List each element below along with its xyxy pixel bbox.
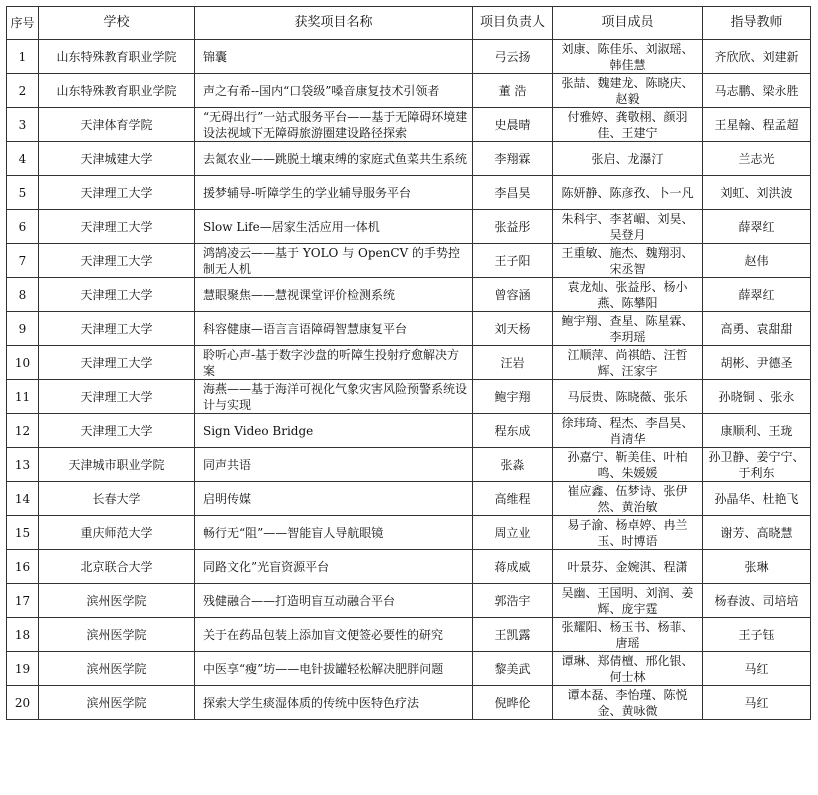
- cell-leader: 史晨晴: [473, 108, 553, 142]
- cell-project: 关于在药品包装上添加盲文便签必要性的研究: [195, 618, 473, 652]
- cell-seq: 6: [7, 210, 39, 244]
- cell-school: 山东特殊教育职业学院: [39, 74, 195, 108]
- cell-members: 陈妍静、陈彦孜、卜一凡: [553, 176, 703, 210]
- cell-advisor: 马红: [703, 686, 811, 720]
- cell-seq: 5: [7, 176, 39, 210]
- cell-school: 天津体育学院: [39, 108, 195, 142]
- cell-members: 鲍宇翔、查星、陈星霖、李玥瑶: [553, 312, 703, 346]
- table-row: [7, 448, 811, 482]
- cell-project: 探索大学生痰湿体质的传统中医特色疗法: [195, 686, 473, 720]
- cell-leader: 蒋成威: [473, 550, 553, 584]
- table-row: [7, 244, 811, 278]
- cell-leader: 曾容涵: [473, 278, 553, 312]
- cell-advisor: 王子钰: [703, 618, 811, 652]
- cell-leader: 王凯露: [473, 618, 553, 652]
- award-table: [6, 6, 811, 720]
- table-row: [7, 380, 811, 414]
- cell-leader: 张淼: [473, 448, 553, 482]
- cell-school: 天津理工大学: [39, 380, 195, 414]
- cell-leader: 鲍宇翔: [473, 380, 553, 414]
- cell-project: 声之有希--国内“口袋级”嗓音康复技术引领者: [195, 74, 473, 108]
- cell-leader: 董 浩: [473, 74, 553, 108]
- cell-seq: 4: [7, 142, 39, 176]
- header-school: 学校: [39, 7, 195, 40]
- cell-seq: 17: [7, 584, 39, 618]
- cell-leader: 张益彤: [473, 210, 553, 244]
- cell-advisor: 薛翠红: [703, 210, 811, 244]
- cell-school: 天津城市职业学院: [39, 448, 195, 482]
- cell-seq: 16: [7, 550, 39, 584]
- cell-advisor: 康顺利、王珑: [703, 414, 811, 448]
- table-row: [7, 550, 811, 584]
- cell-seq: 8: [7, 278, 39, 312]
- cell-seq: 20: [7, 686, 39, 720]
- cell-project: 启明传媒: [195, 482, 473, 516]
- cell-school: 滨州医学院: [39, 584, 195, 618]
- table-row: [7, 584, 811, 618]
- table-row: [7, 108, 811, 142]
- table-row: [7, 346, 811, 380]
- cell-school: 天津理工大学: [39, 414, 195, 448]
- cell-seq: 11: [7, 380, 39, 414]
- cell-members: 吴幽、王国明、刘润、姜辉、庞宇霆: [553, 584, 703, 618]
- cell-seq: 1: [7, 40, 39, 74]
- table-row: [7, 482, 811, 516]
- cell-advisor: 孙卫静、姜宁宁、于利东: [703, 448, 811, 482]
- cell-leader: 高维程: [473, 482, 553, 516]
- cell-advisor: 兰志光: [703, 142, 811, 176]
- cell-members: 徐玮琦、程杰、李昌昊、肖清华: [553, 414, 703, 448]
- cell-seq: 3: [7, 108, 39, 142]
- cell-advisor: 齐欣欣、刘建新: [703, 40, 811, 74]
- header-seq: 序号: [7, 7, 39, 40]
- cell-project: “无碍出行”一站式服务平台——基于无障碍环境建设法视域下无障碍旅游圈建设路径探索: [195, 108, 473, 142]
- cell-leader: 弓云扬: [473, 40, 553, 74]
- cell-school: 山东特殊教育职业学院: [39, 40, 195, 74]
- cell-advisor: 谢芳、高晓慧: [703, 516, 811, 550]
- cell-advisor: 刘虹、刘洪波: [703, 176, 811, 210]
- cell-members: 马辰贵、陈晓薇、张乐: [553, 380, 703, 414]
- cell-members: 易子渝、杨卓婷、冉兰玉、时博语: [553, 516, 703, 550]
- table-row: [7, 210, 811, 244]
- cell-school: 天津城建大学: [39, 142, 195, 176]
- table-row: [7, 142, 811, 176]
- cell-leader: 汪岩: [473, 346, 553, 380]
- cell-leader: 倪晔伦: [473, 686, 553, 720]
- cell-project: 残健融合——打造明盲互动融合平台: [195, 584, 473, 618]
- cell-members: 崔应鑫、伍梦诗、张伊然、黄治敏: [553, 482, 703, 516]
- cell-advisor: 孙晶华、杜艳飞: [703, 482, 811, 516]
- cell-seq: 15: [7, 516, 39, 550]
- cell-project: Slow Life—居家生活应用一体机: [195, 210, 473, 244]
- cell-advisor: 高勇、袁甜甜: [703, 312, 811, 346]
- cell-seq: 14: [7, 482, 39, 516]
- cell-project: 鸿鹄凌云——基于 YOLO 与 OpenCV 的手势控制无人机: [195, 244, 473, 278]
- cell-project: 锦囊: [195, 40, 473, 74]
- table-row: [7, 278, 811, 312]
- table-row: [7, 652, 811, 686]
- cell-school: 北京联合大学: [39, 550, 195, 584]
- cell-members: 谭本磊、李怡瑾、陈悦金、黄咏微: [553, 686, 703, 720]
- cell-school: 天津理工大学: [39, 244, 195, 278]
- cell-school: 滨州医学院: [39, 618, 195, 652]
- cell-members: 谭琳、郑倩檀、邢化银、何士林: [553, 652, 703, 686]
- cell-school: 天津理工大学: [39, 210, 195, 244]
- cell-members: 叶景芬、金婉淇、程潇: [553, 550, 703, 584]
- cell-project: Sign Video Bridge: [195, 414, 473, 448]
- cell-advisor: 薛翠红: [703, 278, 811, 312]
- cell-school: 长春大学: [39, 482, 195, 516]
- cell-project: 海燕——基于海洋可视化气象灾害风险预警系统设计与实现: [195, 380, 473, 414]
- cell-advisor: 孙晓铜 、张永: [703, 380, 811, 414]
- cell-members: 江顺萍、尚祺皓、汪哲辉、汪家宇: [553, 346, 703, 380]
- table-row: [7, 618, 811, 652]
- cell-seq: 2: [7, 74, 39, 108]
- cell-leader: 李翔霖: [473, 142, 553, 176]
- table-row: [7, 40, 811, 74]
- cell-leader: 郭浩宇: [473, 584, 553, 618]
- cell-school: 天津理工大学: [39, 176, 195, 210]
- cell-project: 同路文化”光盲资源平台: [195, 550, 473, 584]
- cell-seq: 18: [7, 618, 39, 652]
- cell-project: 去氮农业——跳脱土壤束缚的家庭式鱼菜共生系统: [195, 142, 473, 176]
- cell-advisor: 马志鹏、梁永胜: [703, 74, 811, 108]
- header-members: 项目成员: [553, 7, 703, 40]
- header-project: 获奖项目名称: [195, 7, 473, 40]
- cell-school: 滨州医学院: [39, 686, 195, 720]
- cell-leader: 程东成: [473, 414, 553, 448]
- cell-leader: 刘天杨: [473, 312, 553, 346]
- cell-members: 朱科宇、李茗嵋、刘昊、吴登月: [553, 210, 703, 244]
- table-row: [7, 686, 811, 720]
- cell-leader: 李昌昊: [473, 176, 553, 210]
- cell-leader: 王子阳: [473, 244, 553, 278]
- cell-leader: 黎美武: [473, 652, 553, 686]
- cell-project: 畅行无“阻”——智能盲人导航眼镜: [195, 516, 473, 550]
- cell-members: 孙嘉宁、靳美佳、叶柏鸣、朱媛媛: [553, 448, 703, 482]
- table-row: [7, 312, 811, 346]
- cell-school: 天津理工大学: [39, 346, 195, 380]
- cell-project: 中医享“瘦”坊——电针拔罐轻松解决肥胖问题: [195, 652, 473, 686]
- cell-seq: 7: [7, 244, 39, 278]
- cell-project: 援梦辅导-听障学生的学业辅导服务平台: [195, 176, 473, 210]
- cell-seq: 19: [7, 652, 39, 686]
- cell-advisor: 马红: [703, 652, 811, 686]
- cell-advisor: 胡彬、尹德圣: [703, 346, 811, 380]
- table-row: [7, 74, 811, 108]
- cell-school: 天津理工大学: [39, 278, 195, 312]
- cell-members: 袁龙灿、张益彤、杨小燕、陈攀阳: [553, 278, 703, 312]
- cell-members: 张启、龙瀑汀: [553, 142, 703, 176]
- header-leader: 项目负责人: [473, 7, 553, 40]
- cell-seq: 9: [7, 312, 39, 346]
- table-row: [7, 176, 811, 210]
- cell-school: 重庆师范大学: [39, 516, 195, 550]
- cell-advisor: 王星翰、程孟超: [703, 108, 811, 142]
- cell-project: 慧眼聚焦——慧视课堂评价检测系统: [195, 278, 473, 312]
- cell-members: 张耀阳、杨玉书、杨菲、唐瑶: [553, 618, 703, 652]
- cell-advisor: 杨春波、司培培: [703, 584, 811, 618]
- cell-seq: 12: [7, 414, 39, 448]
- header-row: [7, 7, 811, 40]
- cell-school: 天津理工大学: [39, 312, 195, 346]
- cell-advisor: 张琳: [703, 550, 811, 584]
- cell-members: 张喆、魏建龙、陈晓庆、赵毅: [553, 74, 703, 108]
- cell-advisor: 赵伟: [703, 244, 811, 278]
- cell-seq: 10: [7, 346, 39, 380]
- table-row: [7, 414, 811, 448]
- cell-members: 付雅婷、龚敬栩、颜羽佳、王建宁: [553, 108, 703, 142]
- cell-members: 王重敏、施杰、魏翔羽、宋丞智: [553, 244, 703, 278]
- cell-members: 刘康、陈佳乐、刘淑瑶、韩佳慧: [553, 40, 703, 74]
- cell-project: 科容健康—语言言语障碍智慧康复平台: [195, 312, 473, 346]
- cell-project: 聆听心声-基于数字沙盘的听障生投射疗愈解决方案: [195, 346, 473, 380]
- header-advisor: 指导教师: [703, 7, 811, 40]
- table-row: [7, 516, 811, 550]
- cell-project: 同声共语: [195, 448, 473, 482]
- cell-leader: 周立业: [473, 516, 553, 550]
- cell-seq: 13: [7, 448, 39, 482]
- cell-school: 滨州医学院: [39, 652, 195, 686]
